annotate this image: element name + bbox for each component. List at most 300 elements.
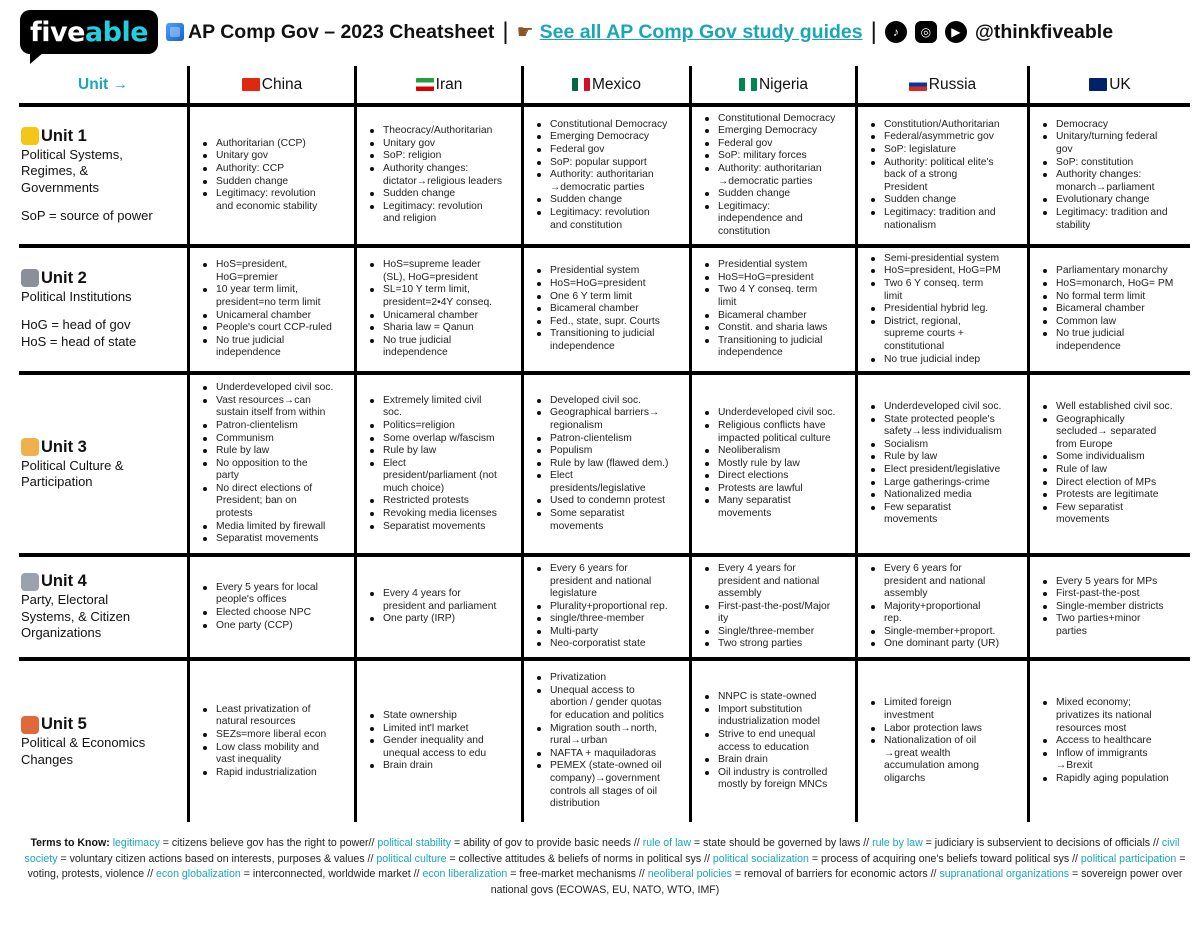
nigeria-flag-icon [739, 78, 757, 91]
term-keyword: political culture [376, 852, 447, 865]
list-item: Patron-clientelism [202, 420, 350, 433]
list-item: Constit. and sharia laws [704, 322, 851, 335]
list-item: Sudden change [870, 194, 1023, 207]
column-header-mexico [521, 66, 689, 103]
list-item: Migration south→north, rural→urban [536, 723, 685, 748]
list-item: Communism [202, 433, 350, 446]
list-item: Bicameral chamber [1042, 303, 1186, 316]
list-item: Socialism [870, 439, 1023, 452]
list-item: Sudden change [536, 194, 685, 207]
package-icon [166, 23, 184, 41]
list-item: Elect president/legislative [870, 464, 1023, 477]
list-item: Unicameral chamber [202, 310, 350, 323]
list-item: Authoritarian (CCP) [202, 138, 350, 151]
study-guides-link[interactable]: See all AP Comp Gov study guides [539, 20, 863, 43]
list-item: Limited int'l market [369, 723, 517, 736]
uk-flag-icon [1089, 78, 1107, 91]
unit-3-header [19, 371, 187, 553]
scales-icon [21, 269, 39, 287]
list-item: Federal/asymmetric gov [870, 131, 1023, 144]
list-item: Access to healthcare [1042, 735, 1186, 748]
cell-unit-4-iran [354, 553, 521, 657]
cell-unit-3-nigeria [689, 371, 855, 553]
list-item: No true judicial independence [202, 335, 350, 360]
bullet-list [704, 113, 851, 239]
list-item: HoS=president, HoG=PM [870, 265, 1023, 278]
list-item: SoP: religion [369, 150, 517, 163]
bullet-list [536, 265, 685, 353]
bullet-list [202, 582, 350, 632]
unit-description: Political Institutions [21, 288, 132, 304]
cell-unit-1-mexico [521, 103, 689, 244]
bullet-list [369, 588, 517, 626]
term-definition: = free-market mechanisms // [507, 868, 648, 881]
list-item: Majority+proportional rep. [870, 601, 1023, 626]
list-item: Authority: political elite's back of a strong President [870, 157, 1023, 195]
list-item: Neoliberalism [704, 445, 851, 458]
list-item: Democracy [1042, 119, 1186, 132]
unit-title: Unit 5 [41, 715, 87, 733]
list-item: Rule by law [870, 451, 1023, 464]
list-item: Labor protection laws [870, 723, 1023, 736]
list-item: Bicameral chamber [704, 310, 851, 323]
list-item: No direct elections of President; ban on protests [202, 483, 350, 521]
list-item: Unequal access to abortion / gender quotas for education and politics [536, 685, 685, 723]
list-item: Every 6 years for president and national legislature [536, 563, 685, 601]
term-keyword: rule of law [642, 837, 691, 849]
term-definition: = interconnected, worldwide market // [240, 868, 423, 881]
list-item: HoS=HoG=president [704, 272, 851, 285]
list-item: Authority: CCP [202, 163, 350, 176]
bullet-list [202, 138, 350, 214]
list-item: First-past-the-post/Major ity [704, 601, 851, 626]
cell-unit-2-iran [354, 244, 521, 371]
list-item: Authority changes: dictator→religious leaders [369, 163, 517, 188]
unit-column-label: Unit → [78, 75, 128, 93]
term-definition: = state should be governed by laws // [690, 837, 873, 849]
bullet-list [536, 119, 685, 232]
term-definition: = collective attitudes & beliefs of norms in political sys // [446, 852, 713, 865]
youtube-icon[interactable]: ▶ [945, 21, 967, 43]
column-header-uk [1027, 66, 1190, 103]
list-item: First-past-the-post [1042, 588, 1186, 601]
list-item: Authority changes: monarch→parliament [1042, 169, 1186, 194]
page-title-wrap [166, 18, 1113, 46]
social-handle[interactable]: @thinkfiveable [974, 20, 1114, 43]
list-item: Federal gov [704, 138, 851, 151]
bullet-list [369, 259, 517, 360]
unit-name [21, 572, 87, 591]
list-item: SoP: constitution [1042, 157, 1186, 170]
list-item: Unitary gov [202, 150, 350, 163]
link-separator: | [870, 18, 877, 45]
list-item: SoP: military forces [704, 150, 851, 163]
cell-unit-4-china [187, 553, 354, 657]
list-item: Two 6 Y conseq. term limit [870, 278, 1023, 303]
list-item: Rule of law [1042, 464, 1186, 477]
list-item: Privatization [536, 672, 685, 685]
list-item: Common law [1042, 316, 1186, 329]
cell-unit-1-china [187, 103, 354, 244]
cell-unit-3-china [187, 371, 354, 553]
term-definition: = voluntary citizen actions based on interests, purposes & values // [57, 852, 377, 865]
list-item: Import substitution industrialization model [704, 704, 851, 729]
list-item: Underdeveloped civil soc. [704, 407, 851, 420]
bullet-list [1042, 401, 1186, 527]
cell-unit-4-mexico [521, 553, 689, 657]
cell-unit-3-russia [855, 371, 1027, 553]
list-item: Some individualism [1042, 451, 1186, 464]
list-item: Unitary/turning federal gov [1042, 131, 1186, 156]
country-name: Mexico [591, 75, 642, 93]
list-item: Patron-clientelism [536, 433, 685, 446]
instagram-icon[interactable]: ◎ [915, 21, 937, 43]
list-item: Legitimacy: independence and constitution [704, 201, 851, 239]
list-item: SEZs=more liberal econ [202, 729, 350, 742]
term-definition: = judiciary is subservient to decisions of officials // [922, 837, 1162, 849]
list-item: Sudden change [704, 188, 851, 201]
list-item: Few separatist movements [1042, 502, 1186, 527]
list-item: 10 year term limit, president=no term limit [202, 284, 350, 309]
list-item: Inflow of immigrants →Brexit [1042, 748, 1186, 773]
china-flag-icon [242, 78, 260, 91]
list-item: Emerging Democracy [536, 131, 685, 144]
cell-unit-2-china [187, 244, 354, 371]
crown-icon [21, 127, 39, 145]
unit-name [21, 715, 87, 734]
term-definition: = process of acquiring one's beliefs toward political sys // [808, 852, 1081, 865]
bullet-list [202, 382, 350, 546]
list-item: Presidential hybrid leg. [870, 303, 1023, 316]
bullet-list [704, 691, 851, 792]
list-item: Every 5 years for MPs [1042, 576, 1186, 589]
list-item: Parliamentary monarchy [1042, 265, 1186, 278]
list-item: Sudden change [369, 188, 517, 201]
unit-1-header [19, 103, 187, 244]
list-item: Least privatization of natural resources [202, 704, 350, 729]
cell-unit-5-china [187, 657, 354, 822]
list-item: Media limited by firewall [202, 521, 350, 534]
unit-title: Unit 4 [41, 572, 87, 591]
unit-title: Unit 3 [41, 437, 87, 456]
list-item: Used to condemn protest [536, 495, 685, 508]
list-item: Sudden change [202, 176, 350, 189]
bullet-list [1042, 697, 1186, 785]
list-item: Single-member+proport. [870, 626, 1023, 639]
cell-unit-5-iran [354, 657, 521, 822]
list-item: Extremely limited civil soc. [369, 395, 517, 420]
list-item: NNPC is state-owned [704, 691, 851, 704]
bullet-list [1042, 265, 1186, 353]
page-title: AP Comp Gov – 2023 Cheatsheet [188, 20, 495, 43]
list-item: Plurality+proportional rep. [536, 601, 685, 614]
list-item: No opposition to the party [202, 458, 350, 483]
bullet-list [870, 253, 1023, 366]
bullet-list [369, 125, 517, 226]
list-item: Underdeveloped civil soc. [870, 401, 1023, 414]
list-item: Brain drain [369, 760, 517, 773]
column-header-russia [855, 66, 1027, 103]
list-item: Presidential system [536, 265, 685, 278]
list-item: Unitary gov [369, 138, 517, 151]
cell-unit-5-russia [855, 657, 1027, 822]
term-definition: = citizens believe gov has the right to power// [159, 837, 378, 849]
list-item: Every 6 years for president and national assembly [870, 563, 1023, 601]
list-item: PEMEX (state-owned oil company)→government controls all stages of oil distribution [536, 760, 685, 810]
list-item: single/three-member [536, 613, 685, 626]
unit-name [21, 127, 87, 146]
terms-to-know [22, 836, 1188, 898]
country-name: UK [1109, 75, 1131, 93]
unit-5-header [19, 657, 187, 822]
cell-unit-1-nigeria [689, 103, 855, 244]
column-header-iran [354, 66, 521, 103]
bullet-list [536, 672, 685, 811]
list-item: Few separatist movements [870, 502, 1023, 527]
list-item: Every 4 years for president and parliament [369, 588, 517, 613]
mexico-flag-icon [572, 78, 590, 91]
list-item: Single-member districts [1042, 601, 1186, 614]
term-keyword: supranational organizations [939, 868, 1070, 881]
list-item: Large gatherings-crime [870, 477, 1023, 490]
cell-unit-2-nigeria [689, 244, 855, 371]
unit-description: Political & Economics Changes [21, 735, 146, 767]
list-item: Mostly rule by law [704, 458, 851, 471]
list-item: Underdeveloped civil soc. [202, 382, 350, 395]
list-item: Elect president/parliament (not much choice) [369, 458, 517, 496]
list-item: Rule by law [202, 445, 350, 458]
list-item: Strive to end unequal access to education [704, 729, 851, 754]
list-item: Theocracy/Authoritarian [369, 125, 517, 138]
list-item: HoS=president, HoG=premier [202, 259, 350, 284]
cell-unit-2-uk [1027, 244, 1190, 371]
term-keyword: political participation [1080, 852, 1177, 865]
cell-unit-4-uk [1027, 553, 1190, 657]
cell-unit-2-russia [855, 244, 1027, 371]
cell-unit-1-iran [354, 103, 521, 244]
list-item: Vast resources→can sustain itself from within [202, 395, 350, 420]
list-item: Religious conflicts have impacted political culture [704, 420, 851, 445]
list-item: Evolutionary change [1042, 194, 1186, 207]
unit-description: Political Culture & Participation [21, 457, 124, 489]
list-item: Separatist movements [202, 533, 350, 546]
bullet-list [536, 395, 685, 534]
list-item: Rapid industrialization [202, 767, 350, 780]
bullet-list [704, 259, 851, 360]
list-item: Some overlap w/fascism [369, 433, 517, 446]
list-item: Direct elections [704, 470, 851, 483]
russia-flag-icon [909, 78, 927, 91]
list-item: Sharia law = Qanun [369, 322, 517, 335]
list-item: Restricted protests [369, 495, 517, 508]
list-item: Single/three-member [704, 626, 851, 639]
list-item: Constitutional Democracy [704, 113, 851, 126]
cell-unit-1-russia [855, 103, 1027, 244]
list-item: HoS=monarch, HoG= PM [1042, 278, 1186, 291]
bullet-list [870, 119, 1023, 232]
unit-note: SoP = source of power [21, 208, 153, 223]
list-item: Unicameral chamber [369, 310, 517, 323]
construction-icon [21, 716, 39, 734]
list-item: Legitimacy: tradition and nationalism [870, 207, 1023, 232]
cell-unit-2-mexico [521, 244, 689, 371]
bullet-list [202, 704, 350, 780]
list-item: Limited foreign investment [870, 697, 1023, 722]
list-item: Developed civil soc. [536, 395, 685, 408]
term-keyword: political socialization [712, 852, 809, 865]
column-header-nigeria [689, 66, 855, 103]
bullet-list [536, 563, 685, 651]
list-item: Legitimacy: revolution and constitution [536, 207, 685, 232]
page-header [20, 6, 1185, 58]
cell-unit-5-uk [1027, 657, 1190, 822]
list-item: Semi-presidential system [870, 253, 1023, 266]
logo-text-five: five [30, 16, 85, 48]
list-item: Elected choose NPC [202, 607, 350, 620]
term-keyword: neoliberal policies [647, 868, 732, 881]
list-item: Populism [536, 445, 685, 458]
unit-2-header [19, 244, 187, 371]
list-item: Low class mobility and vast inequality [202, 742, 350, 767]
list-item: Constitution/Authoritarian [870, 119, 1023, 132]
list-item: Geographically secluded→ separated from Europe [1042, 414, 1186, 452]
cell-unit-3-uk [1027, 371, 1190, 553]
list-item: Brain drain [704, 754, 851, 767]
list-item: People's court CCP-ruled [202, 322, 350, 335]
list-item: Two 4 Y conseq. term limit [704, 284, 851, 309]
term-definition: = sovereign power over national govs (ECOWAS, EU, NATO, WTO, IMF) [490, 868, 1183, 896]
country-name: Iran [435, 75, 463, 93]
list-item: Emerging Democracy [704, 125, 851, 138]
list-item: Politics=religion [369, 420, 517, 433]
unit-description: Political Systems, Regimes, & Governments [21, 146, 123, 195]
bullet-list [870, 401, 1023, 527]
list-item: No formal term limit [1042, 291, 1186, 304]
list-item: State protected people's safety→less individualism [870, 414, 1023, 439]
list-item: Mixed economy; privatizes its national resources most [1042, 697, 1186, 735]
list-item: Multi-party [536, 626, 685, 639]
cell-unit-3-iran [354, 371, 521, 553]
term-keyword: legitimacy [112, 837, 160, 849]
unit-description: Party, Electoral Systems, & Citizen Organizations [21, 592, 131, 641]
list-item: Legitimacy: revolution and religion [369, 201, 517, 226]
list-item: No true judicial indep [870, 354, 1023, 367]
term-keyword: econ liberalization [422, 868, 508, 881]
list-item: Transitioning to judicial independence [536, 328, 685, 353]
list-item: HoS=HoG=president [536, 278, 685, 291]
list-item: Many separatist movements [704, 495, 851, 520]
bullet-list [870, 697, 1023, 785]
bullet-list [704, 563, 851, 651]
cell-unit-5-nigeria [689, 657, 855, 822]
list-item: Neo-corporatist state [536, 638, 685, 651]
list-item: One party (CCP) [202, 620, 350, 633]
title-separator: | [502, 18, 509, 45]
cell-unit-4-nigeria [689, 553, 855, 657]
list-item: Separatist movements [369, 521, 517, 534]
term-keyword: rule by law [872, 837, 923, 849]
list-item: No true judicial independence [369, 335, 517, 360]
list-item: Every 5 years for local people's offices [202, 582, 350, 607]
list-item: SL=10 Y term limit, president=2•4Y conseq. [369, 284, 517, 309]
bullet-list [369, 710, 517, 773]
list-item: One 6 Y term limit [536, 291, 685, 304]
unit-name [21, 438, 87, 457]
list-item: HoS=supreme leader (SL), HoG=president [369, 259, 517, 284]
cell-unit-1-uk [1027, 103, 1190, 244]
list-item: Federal gov [536, 144, 685, 157]
bullet-list [704, 407, 851, 520]
column-header-china [187, 66, 354, 103]
column-header-unit [19, 66, 187, 103]
list-item: Authority: authoritarian →democratic parties [536, 169, 685, 194]
list-item: Presidential system [704, 259, 851, 272]
bullet-list [1042, 576, 1186, 639]
terms-lead: Terms to Know: [30, 837, 110, 849]
iran-flag-icon [416, 78, 434, 91]
list-item: Protests are legitimate [1042, 489, 1186, 502]
unit-title: Unit 2 [41, 268, 87, 287]
term-keyword: econ globalization [155, 868, 241, 881]
cell-unit-4-russia [855, 553, 1027, 657]
logo-text-able: able [84, 16, 149, 48]
list-item: Two strong parties [704, 638, 851, 651]
list-item: Oil industry is controlled mostly by foreign MNCs [704, 767, 851, 792]
list-item: Authority: authoritarian →democratic parties [704, 163, 851, 188]
cell-unit-5-mexico [521, 657, 689, 822]
bullet-list [369, 395, 517, 534]
bullet-list [1042, 119, 1186, 232]
list-item: Constitutional Democracy [536, 119, 685, 132]
list-item: One dominant party (UR) [870, 638, 1023, 651]
unit-4-header [19, 553, 187, 657]
list-item: Gender inequality and unequal access to edu [369, 735, 517, 760]
list-item: State ownership [369, 710, 517, 723]
list-item: Rule by law (flawed dem.) [536, 458, 685, 471]
tiktok-icon[interactable]: ♪ [885, 21, 907, 43]
list-item: Nationalized media [870, 489, 1023, 502]
country-name: Nigeria [758, 75, 809, 93]
list-item: Fed., state, supr. Courts [536, 316, 685, 329]
list-item: District, regional, supreme courts + constitutional [870, 316, 1023, 354]
list-item: Protests are lawful [704, 483, 851, 496]
list-item: Direct election of MPs [1042, 477, 1186, 490]
elephant-icon [21, 573, 39, 591]
term-keyword: civil society [24, 837, 1180, 865]
list-item: Bicameral chamber [536, 303, 685, 316]
list-item: One party (IRP) [369, 613, 517, 626]
unit-title: Unit 1 [41, 126, 87, 145]
list-item: Transitioning to judicial independence [704, 335, 851, 360]
fiveable-logo[interactable] [20, 10, 158, 54]
pointing-hand-icon: ☛ [516, 21, 534, 43]
term-keyword: political stability [377, 837, 451, 849]
term-definition: = voting, protests, violence // [27, 852, 1186, 881]
term-definition: = ability of gov to provide basic needs // [451, 837, 643, 849]
list-item: No true judicial independence [1042, 328, 1186, 353]
list-item: SoP: legislature [870, 144, 1023, 157]
list-item: SoP: popular support [536, 157, 685, 170]
list-item: Two parties+minor parties [1042, 613, 1186, 638]
unit-name [21, 269, 87, 288]
country-name: Russia [928, 75, 977, 93]
list-item: Every 4 years for president and national assembly [704, 563, 851, 601]
list-item: Some separatist movements [536, 508, 685, 533]
unit-note: HoG = head of gov HoS = head of state [21, 317, 137, 349]
list-item: Geographical barriers→ regionalism [536, 407, 685, 432]
list-item: Legitimacy: revolution and economic stability [202, 188, 350, 213]
list-item: Rule by law [369, 445, 517, 458]
